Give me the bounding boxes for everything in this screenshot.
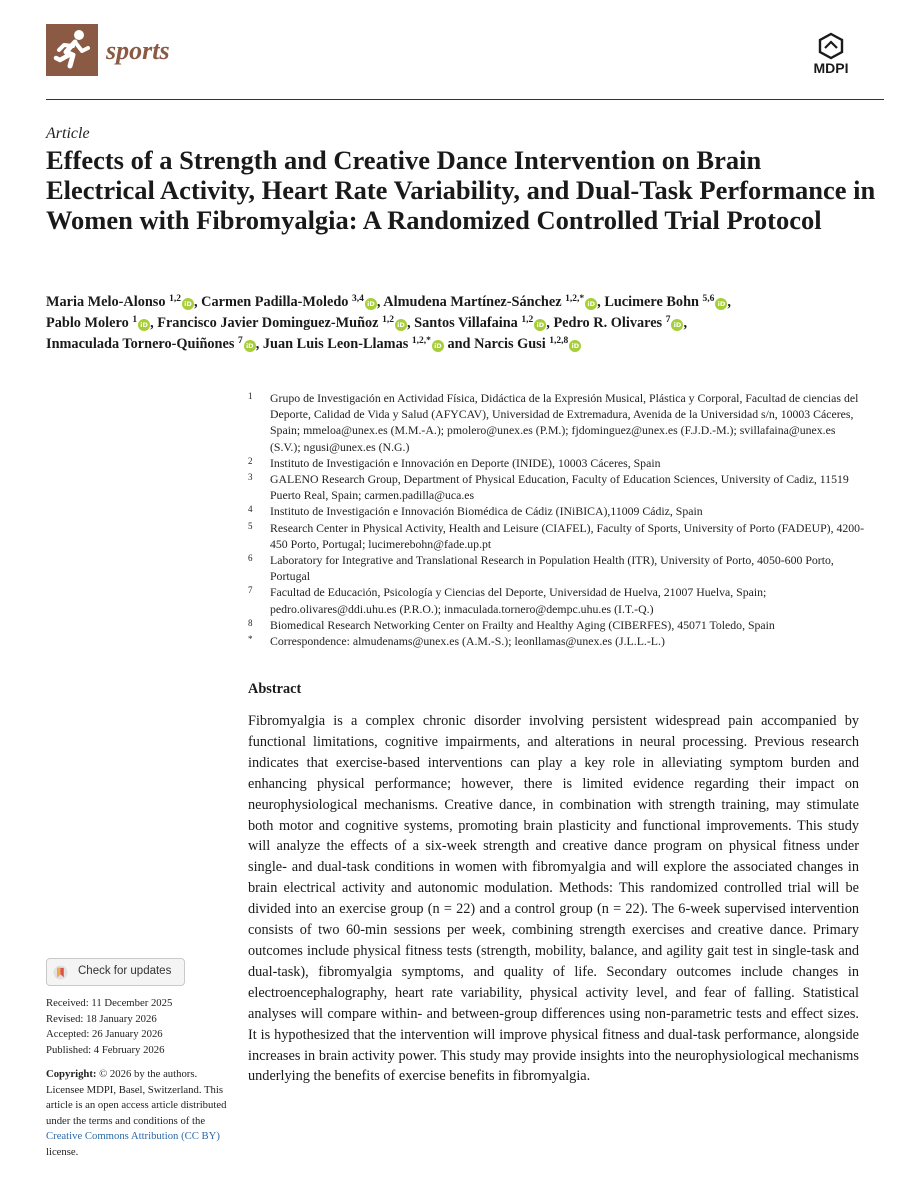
header-divider <box>46 99 884 100</box>
affiliation-text: Facultad de Educación, Psicología y Ciencias del Deporte, Universidad de Huelva, 21007 Huelva, Spain; pedro.olivares@ddi.uhu.es (P.R.O.); inmaculada.tornero@dempc.uhu.es (I.T.-Q.) <box>270 585 767 616</box>
author-name: Lucimere Bohn <box>604 294 703 310</box>
journal-name: sports <box>106 36 170 65</box>
author-affiliation-marker: 5,6 <box>702 294 715 304</box>
affiliation-item <box>248 390 868 455</box>
affiliation-text: Biomedical Research Networking Center on Frailty and Healthy Aging (CIBERFES), 45071 Toledo, Spain <box>270 617 775 632</box>
affiliation-number: 5 <box>248 520 253 531</box>
publication-date: Received: 11 December 2025 <box>46 997 173 1009</box>
author-affiliation-marker: 3,4 <box>352 294 364 304</box>
author-list: Maria Melo-Alonso $^{1,2}$ iD , Carmen Padilla-Moledo $^{3,4}$ iD , Almudena Martínez-Sánchez $^{1,2,*}$ iD , Lucimere Bohn $^{5,6}$ iD , Pablo Molero $^1$ iD , Francisco Javier Dominguez-Muñoz $^{1,2}$ iD , Santos Villafaina $^{1,2}$ iD , Pedro R. Olivares $^7$ iD , Inmaculada Tornero-Quiñones $^7$ iD , Juan Luis Leon-Llamas $^{1,2,*}$ iD and Narcis Gusi $^{1,2,8}$ iD <box>46 294 731 352</box>
author-affiliation-marker: 1,2,* <box>565 294 585 304</box>
copyright-text: © 2026 by the authors. Licensee MDPI, Basel, Switzerland. This article is an open access article distributed under the terms and conditions of the <box>46 1068 227 1127</box>
article-type: Article <box>46 125 90 142</box>
author-affiliation-marker: 1,2,* <box>411 336 431 346</box>
author-name: Maria Melo-Alonso <box>46 294 170 310</box>
affiliation-list <box>248 390 868 649</box>
affiliation-text: Laboratory for Integrative and Translational Research in Population Health (ITR), University of Porto, 4050-600 Porto, Portugal <box>270 553 834 584</box>
affiliation-number: 3 <box>248 472 253 483</box>
check-for-updates-button[interactable] <box>46 958 185 986</box>
orcid-icon[interactable]: iD <box>671 319 683 331</box>
affiliation-number: 7 <box>248 585 253 596</box>
author-name: Santos Villafaina <box>414 315 522 331</box>
page-header <box>0 0 920 100</box>
orcid-icon[interactable]: iD <box>182 298 194 310</box>
author-name: Almudena Martínez-Sánchez <box>383 294 566 310</box>
orcid-icon[interactable]: iD <box>569 340 581 352</box>
publication-date: Revised: 18 January 2026 <box>46 1012 157 1025</box>
orcid-icon[interactable]: iD <box>585 298 597 310</box>
publisher-name: MDPI <box>813 60 849 76</box>
author-name: Carmen Padilla-Moledo <box>201 294 353 310</box>
orcid-icon[interactable]: iD <box>534 319 546 331</box>
bookmark-icon <box>53 965 68 980</box>
copyright-notice <box>46 1067 231 1160</box>
publication-date: Accepted: 26 January 2026 <box>46 1028 163 1040</box>
author-name: Francisco Javier Dominguez-Muñoz <box>157 315 383 331</box>
affiliation-text: Instituto de Investigación e Innovación Biomédica de Cádiz (INiBICA),11009 Cádiz, Spain <box>270 504 703 519</box>
abstract-heading: Abstract <box>248 681 302 697</box>
author-name: Juan Luis Leon-Llamas <box>262 336 412 352</box>
affiliation-number: 2 <box>248 455 253 466</box>
check-for-updates-label: Check for updates <box>78 965 172 978</box>
affiliation-item <box>248 471 868 503</box>
affiliation-number: 4 <box>248 504 253 515</box>
runner-icon <box>46 24 98 76</box>
mdpi-logo <box>794 32 868 76</box>
affiliation-item <box>248 503 868 519</box>
affiliation-number: 8 <box>248 617 253 628</box>
affiliation-text: Research Center in Physical Activity, Health and Leisure (CIAFEL), Faculty of Sports, University of Porto (FADEUP), 4200-450 Porto, Portugal; lucimerebohn@fade.up.pt <box>270 520 865 551</box>
author-name: Inmaculada Tornero-Quiñones <box>46 336 238 352</box>
affiliation-text: Correspondence: almudenams@unex.es (A.M.-S.); leonllamas@unex.es (J.L.L.-L.) <box>270 634 665 649</box>
author-affiliation-marker: 1,2 <box>169 294 181 304</box>
affiliation-text: Instituto de Investigación e Innovación en Deporte (INIDE), 10003 Cáceres, Spain <box>270 455 661 470</box>
author-affiliation-marker: 1,2,8 <box>549 336 569 346</box>
affiliation-item <box>248 455 868 471</box>
author-affiliation-marker: 1,2 <box>382 315 394 325</box>
author-affiliation-marker: 1,2 <box>521 315 534 325</box>
orcid-icon[interactable]: iD <box>244 340 256 352</box>
affiliation-item <box>248 552 868 584</box>
affiliation-number: 1 <box>248 391 253 401</box>
author-affiliation-marker: 7 <box>665 315 671 325</box>
affiliation-item <box>248 617 868 633</box>
article-sidebar <box>46 958 231 1160</box>
affiliation-item <box>248 633 868 649</box>
article-title: Effects of a Strength and Creative Dance Intervention on Brain Electrical Activity, Heart Rate Variability, and Dual-Task Performance in Women with Fibromyalgia: A Randomized Controlled Trial Protocol <box>46 145 876 235</box>
publication-date: Published: 4 February 2026 <box>46 1043 165 1056</box>
affiliation-text: GALENO Research Group, Department of Physical Education, Faculty of Education Sciences, University of Cadiz, 11519 Puerto Real, Spain; carmen.padilla@uca.es <box>270 472 849 503</box>
author-name: Pablo Molero <box>46 315 133 331</box>
affiliation-text: Grupo de Investigación en Actividad Física, Didáctica de la Expresión Musical, Plástica y Corporal, Facultad de ciencias del Deporte, Calidad de Vida y Salud (AFYCAV), Universidad de Extremadura, Avenida de la Universidad s/n, 10003 Cáceres, Spain; mmeloa@unex.es (M.M.-A.); pmolero@unex.es (P.M.); fjdominguez@unex.es (F.J.D.-M.); svillafaina@unex.es (S.V.); ngusi@unex.es (N.G.) <box>270 391 859 454</box>
publication-dates <box>46 996 231 1058</box>
affiliation-item <box>248 520 868 552</box>
author-affiliation-marker: 7 <box>238 336 243 346</box>
license-suffix: license. <box>46 1145 79 1158</box>
orcid-icon[interactable]: iD <box>365 298 377 310</box>
cc-license-link[interactable]: Creative Commons Attribution (CC BY) <box>46 1130 220 1142</box>
copyright-label: Copyright: <box>46 1068 97 1080</box>
affiliation-number: * <box>248 634 253 645</box>
orcid-icon[interactable]: iD <box>432 340 444 352</box>
author-name: Narcis Gusi <box>474 336 550 352</box>
author-affiliation-marker: 1 <box>132 315 138 325</box>
affiliation-item <box>248 584 868 616</box>
orcid-icon[interactable]: iD <box>138 319 150 331</box>
abstract-text: Fibromyalgia is a complex chronic disorder involving persistent widespread pain accompanied by functional limitations, cognitive impairments, and alterations in neural processing. Previous research indicates that exercise-based interventions can play a key role in alleviating symptom burden and enhancing physical performance; however, there is limited evidence regarding their impact on neurophysiological mechanisms. Creative dance, in combination with strength training, may stimulate both motor and cognitive systems, promoting brain plasticity and functional improvements. This study will analyze the effects of a six-week strength and creative dance program on physical fitness under single- and dual-task conditions in women with fibromyalgia and will explore the associated changes in brain electrical activity and autonomic modulation. Methods: This randomized controlled trial will be divided into an exercise group (n = 22) and a control group (n = 22). The 6-week supervised intervention consists of two 60-min sessions per week, combining strength exercises and creative dance. Primary outcomes include physical fitness tests (strength, mobility, balance, and agility gait test in single-task and dual-task), fibromyalgia symptoms, and quality of life. Secondary outcomes include changes in electroencephalography, heart rate variability, physical activity level, and fear of falling. Statistical analyses will compare within- and between-group differences using non-parametric tests and effect sizes. It is hypothesized that the intervention will improve physical fitness and dual-task performance, alongside increases in brain activity power. This study may provide insights into the neurophysiological mechanisms underlying the benefits of exercise benefits in fibromyalgia. <box>248 713 859 1085</box>
author-name: Pedro R. Olivares <box>553 315 666 331</box>
orcid-icon[interactable]: iD <box>715 298 727 310</box>
affiliation-number: 6 <box>248 553 253 564</box>
orcid-icon[interactable]: iD <box>395 319 407 331</box>
